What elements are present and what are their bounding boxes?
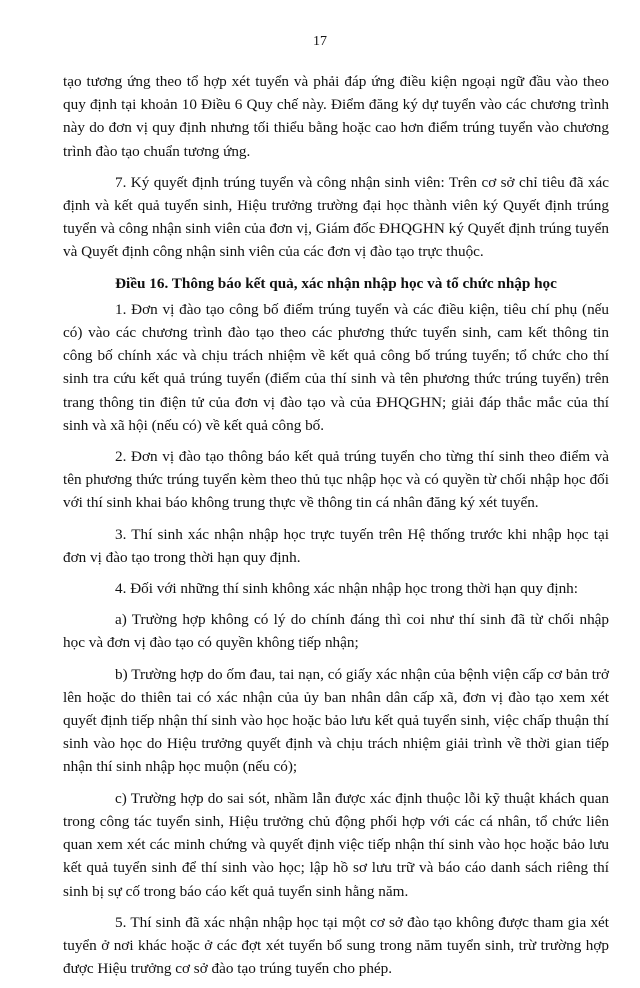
paragraph-point-a: a) Trường hợp không có lý do chính đáng thì coi như thí sinh đã từ chối nhập học và đơn vị đào tạo có quyền không tiếp nhận; xyxy=(63,611,609,652)
paragraph-clause-7: 7. Ký quyết định trúng tuyển và công nhận sinh viên: Trên cơ sở chỉ tiêu đã xác định và kết quả tuyển sinh, Hiệu trưởng trường đại học thành viên ký Quyết định trúng tuyển và công nhận sinh viên của đơn vị, Giám đốc ĐHQGHN ký Quyết định trúng tuyển và Quyết định công nhận sinh viên của các đơn vị đào tạo trực thuộc. xyxy=(63,173,609,261)
document-body xyxy=(63,70,609,988)
paragraph-clause-4: 4. Đối với những thí sinh không xác nhận nhập học trong thời hạn quy định: xyxy=(115,580,578,598)
paragraph-clause-5: 5. Thí sinh đã xác nhận nhập học tại một cơ sở đào tạo không được tham gia xét tuyển ở nơi khác hoặc ở các đợt xét tuyển bổ sung trong năm tuyển sinh, trừ trường hợp được Hiệu trưởng cơ sở đào tạo trúng tuyển cho phép. xyxy=(63,913,609,978)
page-number: 17 xyxy=(313,34,327,49)
article-16-heading: Điều 16. Thông báo kết quả, xác nhận nhập học và tổ chức nhập học xyxy=(115,274,557,292)
paragraph-point-b: b) Trường hợp do ốm đau, tai nạn, có giấy xác nhận của bệnh viện cấp cơ bản trở lên hoặc do thiên tai có xác nhận của ủy ban nhân dân cấp xã, đơn vị đào tạo xem xét quyết định tiếp nhận thí sinh vào học hoặc bảo lưu kết quả tuyển sinh, việc chấp thuận thí sinh vào học do Hiệu trưởng quyết định và chịu trách nhiệm giải trình về thời gian tiếp nhận thí sinh nhập học muộn (nếu có); xyxy=(63,665,609,776)
paragraph-point-c: c) Trường hợp do sai sót, nhầm lẫn được xác định thuộc lỗi kỹ thuật khách quan trong công tác tuyển sinh, Hiệu trưởng chủ động phối hợp với các cá nhân, tổ chức liên quan xem xét các minh chứng và quyết định việc tiếp nhận thí sinh vào học hoặc bảo lưu kết quả tuyển sinh để thí sinh vào học; lập hồ sơ lưu trữ và báo cáo danh sách riêng thí sinh bị sự cố trong báo cáo kết quả tuyển sinh hằng năm. xyxy=(63,789,609,900)
paragraph-clause-3: 3. Thí sinh xác nhận nhập học trực tuyến trên Hệ thống trước khi nhập học tại đơn vị đào tạo trong thời hạn quy định. xyxy=(63,525,609,566)
paragraph-clause-1: 1. Đơn vị đào tạo công bố điểm trúng tuyển và các điều kiện, tiêu chí phụ (nếu có) vào các chương trình đào tạo theo các phương thức tuyển sinh, cam kết thông tin công bố chính xác và chịu trách nhiệm về kết quả công bố trúng tuyển; tổ chức cho thí sinh tra cứu kết quả trúng tuyển (điểm của thí sinh và tên phương thức trúng tuyển) trên trang thông tin điện tử của đơn vị đào tạo và của ĐHQGHN; giải đáp thắc mắc của thí sinh và xã hội (nếu có) về kết quả công bố. xyxy=(63,300,609,434)
paragraph-clause-2: 2. Đơn vị đào tạo thông báo kết quả trúng tuyển cho từng thí sinh theo điểm và tên phương thức trúng tuyển kèm theo thủ tục nhập học và có quyền từ chối nhập học đối với thí sinh khai báo không trung thực về thông tin cá nhân đăng ký xét tuyển. xyxy=(63,448,609,512)
paragraph-continuation: tạo tương ứng theo tổ hợp xét tuyển và phải đáp ứng điều kiện ngoại ngữ đầu vào theo quy định tại khoản 10 Điều 6 Quy chế này. Điểm đăng ký dự tuyển vào các chương trình này do đơn vị quy định nhưng tối thiểu bằng hoặc cao hơn điểm trúng tuyển vào chương trình đào tạo chuẩn tương ứng. xyxy=(63,73,609,160)
